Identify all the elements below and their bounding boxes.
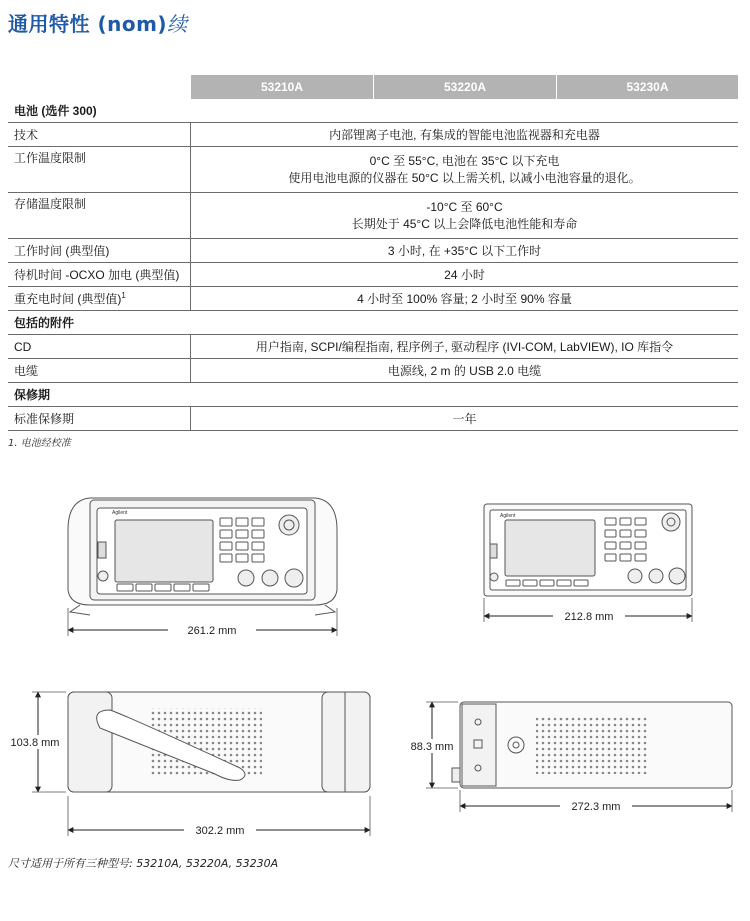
row-value: 24 小时 xyxy=(191,263,739,287)
dimension-label: 212.8 mm xyxy=(564,611,614,623)
row-label: 工作时间 (典型值) xyxy=(8,239,191,263)
row-value-line: 长期处于 45°C 以上会降低电池性能和寿命 xyxy=(351,216,578,231)
dimension-label: 103.8 mm xyxy=(10,737,60,749)
header-model-1: 53210A xyxy=(191,75,374,99)
row-label: 技术 xyxy=(8,123,191,147)
page-title xyxy=(8,8,188,37)
table-row xyxy=(8,239,738,263)
header-blank-cell xyxy=(8,75,191,99)
title-main: 通用特性 (nom) xyxy=(8,12,168,36)
dimension-label: 88.3 mm xyxy=(410,741,454,753)
table-row xyxy=(8,123,738,147)
brand-logo-text: Agilent xyxy=(500,513,516,519)
header-model-3: 53230A xyxy=(557,75,738,99)
spec-table xyxy=(8,75,738,431)
row-value xyxy=(191,193,739,239)
footnote-ref: 1 xyxy=(121,291,126,300)
row-value: 电源线, 2 m 的 USB 2.0 电缆 xyxy=(191,359,739,383)
row-value-line: 0°C 至 55°C, 电池在 35°C 以下充电 xyxy=(369,153,560,168)
table-row xyxy=(8,193,738,239)
table-row xyxy=(8,359,738,383)
table-row xyxy=(8,287,738,311)
row-label: 工作温度限制 xyxy=(8,147,191,193)
table-row xyxy=(8,335,738,359)
section-title: 保修期 xyxy=(8,383,738,407)
row-value: 一年 xyxy=(191,407,739,431)
brand-logo-text: Agilent xyxy=(112,510,128,516)
title-continued: 续 xyxy=(167,12,188,36)
front-view-with-handle xyxy=(68,498,337,615)
dimension-label: 272.3 mm xyxy=(571,801,621,813)
row-value-line: 使用电池电源的仪器在 50°C 以上需关机, 以减小电池容量的退化。 xyxy=(288,170,641,185)
row-value: 4 小时至 100% 容量; 2 小时至 90% 容量 xyxy=(191,287,739,311)
table-row xyxy=(8,407,738,431)
table-row xyxy=(8,147,738,193)
section-warranty xyxy=(8,383,738,407)
footnote: 1. 电池经校准 xyxy=(8,438,71,449)
section-title: 电池 (选件 300) xyxy=(8,99,738,123)
row-label-text: 重充电时间 (典型值) xyxy=(14,292,122,306)
dimension-label: 302.2 mm xyxy=(195,825,245,837)
row-value: 内部锂离子电池, 有集成的智能电池监视器和充电器 xyxy=(191,123,739,147)
row-value xyxy=(191,147,739,193)
row-value: 用户指南, SCPI/编程指南, 程序例子, 驱动程序 (IVI-COM, LabVIEW), IO 库指令 xyxy=(191,335,739,359)
row-label: CD xyxy=(8,335,191,359)
section-battery xyxy=(8,99,738,123)
figure-caption: 尺寸适用于所有三种型号: 53210A, 53220A, 53230A xyxy=(8,857,279,870)
row-label xyxy=(8,287,191,311)
row-label: 电缆 xyxy=(8,359,191,383)
row-label: 存储温度限制 xyxy=(8,193,191,239)
row-label: 待机时间 -OCXO 加电 (典型值) xyxy=(8,263,191,287)
row-label: 标准保修期 xyxy=(8,407,191,431)
dimension-label: 261.2 mm xyxy=(187,625,237,637)
row-value: 3 小时, 在 +35°C 以下工作时 xyxy=(191,239,739,263)
row-value-line: -10°C 至 60°C xyxy=(426,199,503,214)
section-accessories xyxy=(8,311,738,335)
section-title: 包括的附件 xyxy=(8,311,738,335)
table-row xyxy=(8,263,738,287)
dimension-drawings xyxy=(0,470,750,850)
header-model-2: 53220A xyxy=(374,75,557,99)
table-header-row xyxy=(8,75,738,99)
side-view-rack xyxy=(452,702,732,788)
side-view-with-handle xyxy=(68,692,370,792)
